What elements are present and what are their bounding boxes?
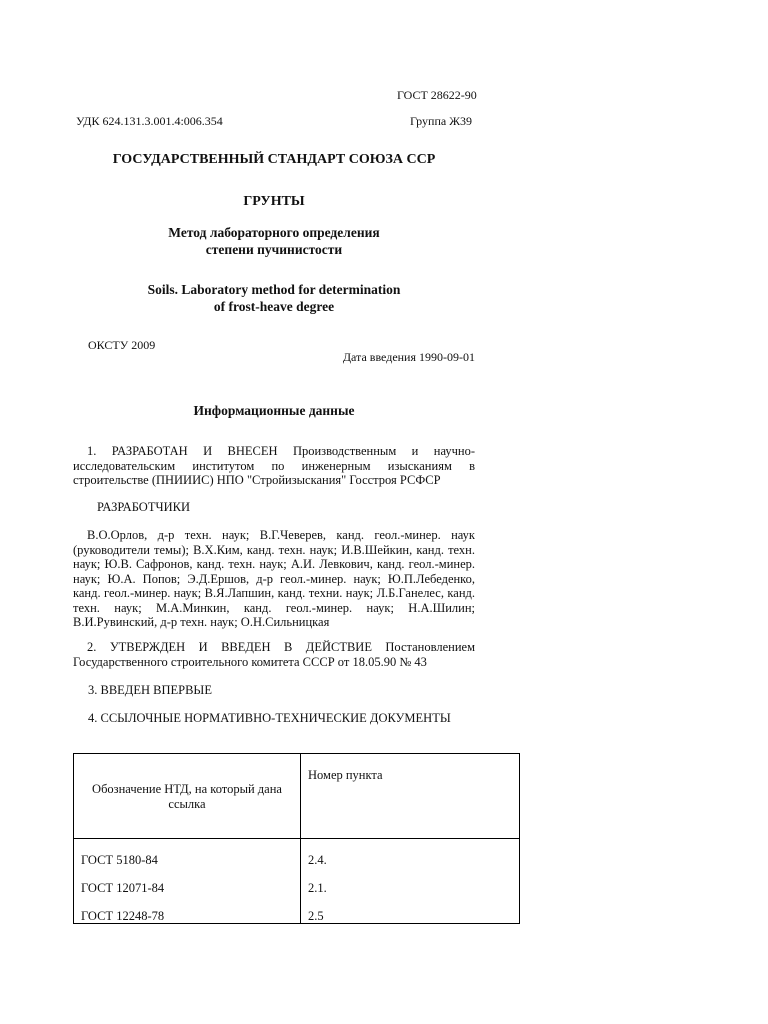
method-title-line1: Метод лабораторного определения [168, 225, 380, 240]
developers-list: В.О.Орлов, д-р техн. наук; В.Г.Чеверев, канд. геол.-минер. наук (руководители темы); В.Х.Ким, канд. техн. наук; И.В.Шейкин, канд. техн. наук; Ю.В. Сафронов, канд. техн. наук; А.И. Левкович, канд. геол.-минер. наук; Ю.А. Попов; Э.Д.Ершов, д-р геол.-минер. наук; Ю.П.Лебеденко, канд. геол.-минер. наук; В.Я.Лапшин, канд. техни. наук; Л.Б.Ганелес, канд. техн. наук; М.А.Минкин, канд. геол.-минер. наук; Н.А.Шилин; В.И.Рувинский, д-р техн. наук; О.Н.Сильницкая [73, 528, 475, 629]
en-title-line2: of frost-heave degree [213, 299, 335, 314]
method-title-en [74, 281, 474, 315]
oksty-code: ОКСТУ 2009 [88, 338, 156, 352]
table-cell-item: 2.1. [308, 881, 327, 895]
table-body-row [74, 839, 520, 924]
column-header-document: Обозначение НТД, на который дана ссылка [74, 754, 301, 839]
table-cell-doc: ГОСТ 5180-84 [81, 853, 158, 867]
udk-code: УДК 624.131.3.001.4:006.354 [76, 114, 223, 128]
paragraph-reference-docs: 4. ССЫЛОЧНЫЕ НОРМАТИВНО-ТЕХНИЧЕСКИЕ ДОКУМЕНТЫ [88, 711, 451, 725]
standard-title: ГОСУДАРСТВЕННЫЙ СТАНДАРТ СОЮЗА ССР [112, 152, 436, 167]
column-header-item: Номер пункта [301, 754, 520, 839]
table-cell-doc: ГОСТ 12071-84 [81, 881, 165, 895]
item-column [301, 839, 520, 924]
en-title-line1: Soils. Laboratory method for determination [147, 282, 401, 297]
table-cell-item: 2.5 [308, 909, 324, 923]
method-title-line2: степени пучинистости [205, 242, 343, 257]
method-title-ru [74, 224, 474, 258]
subject-title: ГРУНТЫ [243, 194, 305, 209]
gost-number: ГОСТ 28622-90 [397, 88, 477, 102]
intro-date: Дата введения 1990-09-01 [342, 350, 475, 364]
reference-table [73, 753, 520, 924]
developers-heading: РАЗРАБОТЧИКИ [97, 500, 190, 514]
paragraph-first-time: 3. ВВЕДЕН ВПЕРВЫЕ [88, 683, 212, 697]
document-column [74, 839, 301, 924]
paragraph-developed: 1. РАЗРАБОТАН И ВНЕСЕН Производственным и научно-исследовательским институтом по инженерным изысканиям в строительстве (ПНИИИС) НПО "Стройизыскания" Госстроя РСФСР [73, 444, 475, 487]
paragraph-approved: 2. УТВЕРЖДЕН И ВВЕДЕН В ДЕЙСТВИЕ Постановлением Государственного строительного комитета СССР от 18.05.90 № 43 [73, 640, 475, 669]
table-cell-doc: ГОСТ 12248-78 [81, 909, 165, 923]
table-header-row [74, 754, 520, 839]
table-cell-item: 2.4. [308, 853, 327, 867]
info-heading: Информационные данные [193, 403, 355, 418]
group-code: Группа Ж39 [410, 114, 472, 128]
